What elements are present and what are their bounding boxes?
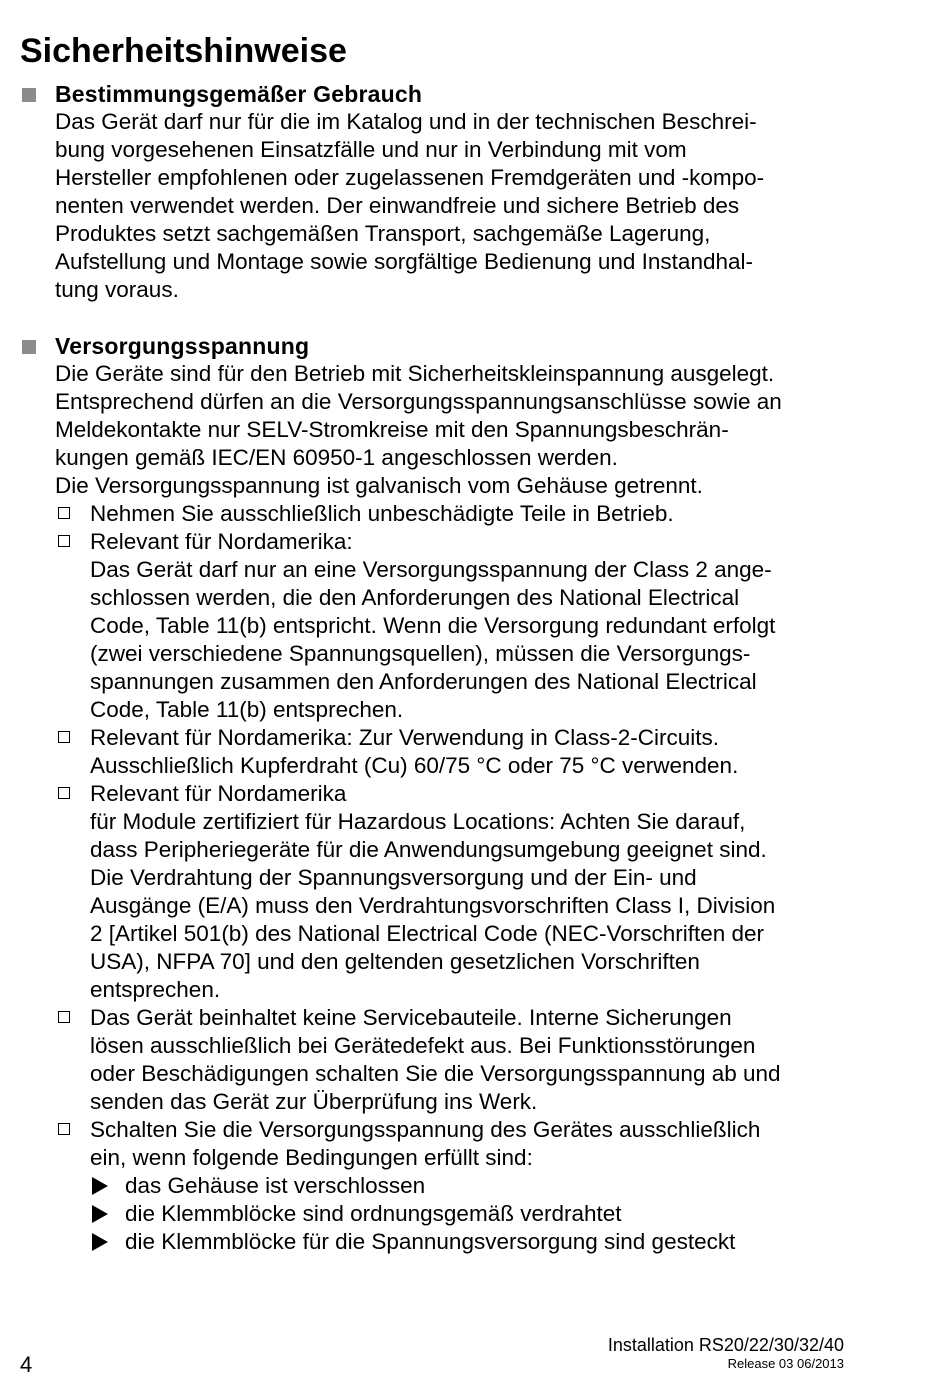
bullet-item <box>55 780 900 1004</box>
bullet-text: Relevant für Nordamerika: Zur Verwendung in Class-2-Circuits. Ausschließlich Kupferdraht (Cu) 60/75 °C oder 75 °C verwenden. <box>90 725 739 778</box>
checkbox-square-icon <box>58 507 70 519</box>
bullet-text: Schalten Sie die Versorgungsspannung des Gerätes ausschließlich ein, wenn folgende Bedingungen erfüllt sind: <box>90 1117 761 1170</box>
triangle-arrow-icon <box>92 1205 108 1223</box>
sub-item-text: die Klemmblöcke sind ordnungsgemäß verdrahtet <box>125 1201 622 1226</box>
checkbox-square-icon <box>58 731 70 743</box>
sub-item <box>90 1200 900 1228</box>
footer-document-title: Installation RS20/22/30/32/40 <box>607 1335 844 1355</box>
bullet-item <box>55 724 900 780</box>
page-title: Sicherheitshinweise <box>20 31 347 70</box>
sub-item-text: die Klemmblöcke für die Spannungsversorgung sind gesteckt <box>125 1229 736 1254</box>
sub-item <box>90 1172 900 1200</box>
triangle-arrow-icon <box>92 1233 108 1251</box>
section-body <box>20 108 900 304</box>
section-heading <box>20 80 900 108</box>
bullet-item <box>55 500 900 528</box>
section-heading <box>20 332 900 360</box>
bullet-text: Relevant für Nordamerika für Module zertifiziert für Hazardous Locations: Achten Sie darauf, dass Peripheriegeräte für die Anwendungsumgebung geeignet sind. Die Verdrahtung der Spannungsversorgung und der Ein- und Ausgänge (E/A) muss den Verdrahtungsvorschriften Class I, Division 2 [Artikel 501(b) des National Electrical Code (NEC-Vorschriften der USA), NFPA 70] und den geltenden gesetzlichen Vorschriften entsprechen. <box>90 781 776 1002</box>
section-intended-use <box>20 80 900 304</box>
section-heading-text: Bestimmungsgemäßer Gebrauch <box>55 81 423 107</box>
gray-square-icon <box>22 340 36 354</box>
paragraph: Das Gerät darf nur für die im Katalog und in der technischen Beschrei- bung vorgesehenen Einsatzfälle und nur in Verbindung mit vom Hersteller empfohlenen oder zugelassenen Fremdgeräten und -kompo- nenten verwendet werden. Der einwandfreie und sichere Betrieb des Produktes setzt sachgemäßen Transport, sachgemäße Lagerung, Aufstellung und Montage sowie sorgfältige Bedienung und Instandhal- tung voraus. <box>55 109 765 302</box>
bullet-item <box>55 1004 900 1116</box>
bullet-item <box>55 1116 900 1256</box>
footer-release: Release 03 06/2013 <box>727 1356 844 1371</box>
bullet-text: Nehmen Sie ausschließlich unbeschädigte Teile in Betrieb. <box>90 501 674 526</box>
paragraph: Die Geräte sind für den Betrieb mit Sicherheitskleinspannung ausgelegt. Entsprechend dürfen an die Versorgungsspannungsanschlüsse sowie an Meldekontakte nur SELV-Stromkreise mit den Spannungsbeschrän- kungen gemäß IEC/EN 60950-1 angeschlossen werden. Die Versorgungsspannung ist galvanisch vom Gehäuse getrennt. <box>55 361 782 498</box>
bullet-text: Das Gerät beinhaltet keine Servicebauteile. Interne Sicherungen lösen ausschließlich bei Gerätedefekt aus. Bei Funktionsstörungen oder Beschädigungen schalten Sie die Versorgungsspannung ab und senden das Gerät zur Überprüfung ins Werk. <box>90 1005 781 1114</box>
checkbox-square-icon <box>58 535 70 547</box>
checkbox-square-icon <box>58 787 70 799</box>
triangle-arrow-icon <box>92 1177 108 1195</box>
bullet-item <box>55 528 900 724</box>
checkbox-square-icon <box>58 1123 70 1135</box>
sub-item <box>90 1228 900 1256</box>
sub-item-text: das Gehäuse ist verschlossen <box>125 1173 426 1198</box>
bullet-text: Relevant für Nordamerika: Das Gerät darf nur an eine Versorgungsspannung der Class 2 ange- schlossen werden, die den Anforderungen des National Electrical Code, Table 11(b) entspricht. Wenn die Versorgung redundant erfolgt (zwei verschiedene Spannungsquellen), müssen die Versorgungs- spannungen zusammen den Anforderungen des National Electrical Code, Table 11(b) entsprechen. <box>90 529 776 722</box>
checkbox-square-icon <box>58 1011 70 1023</box>
section-body <box>20 360 900 1256</box>
gray-square-icon <box>22 88 36 102</box>
section-heading-text: Versorgungsspannung <box>55 333 310 359</box>
page-number: 4 <box>20 1352 33 1377</box>
section-supply-voltage <box>20 332 900 1256</box>
document-body <box>20 80 900 1284</box>
